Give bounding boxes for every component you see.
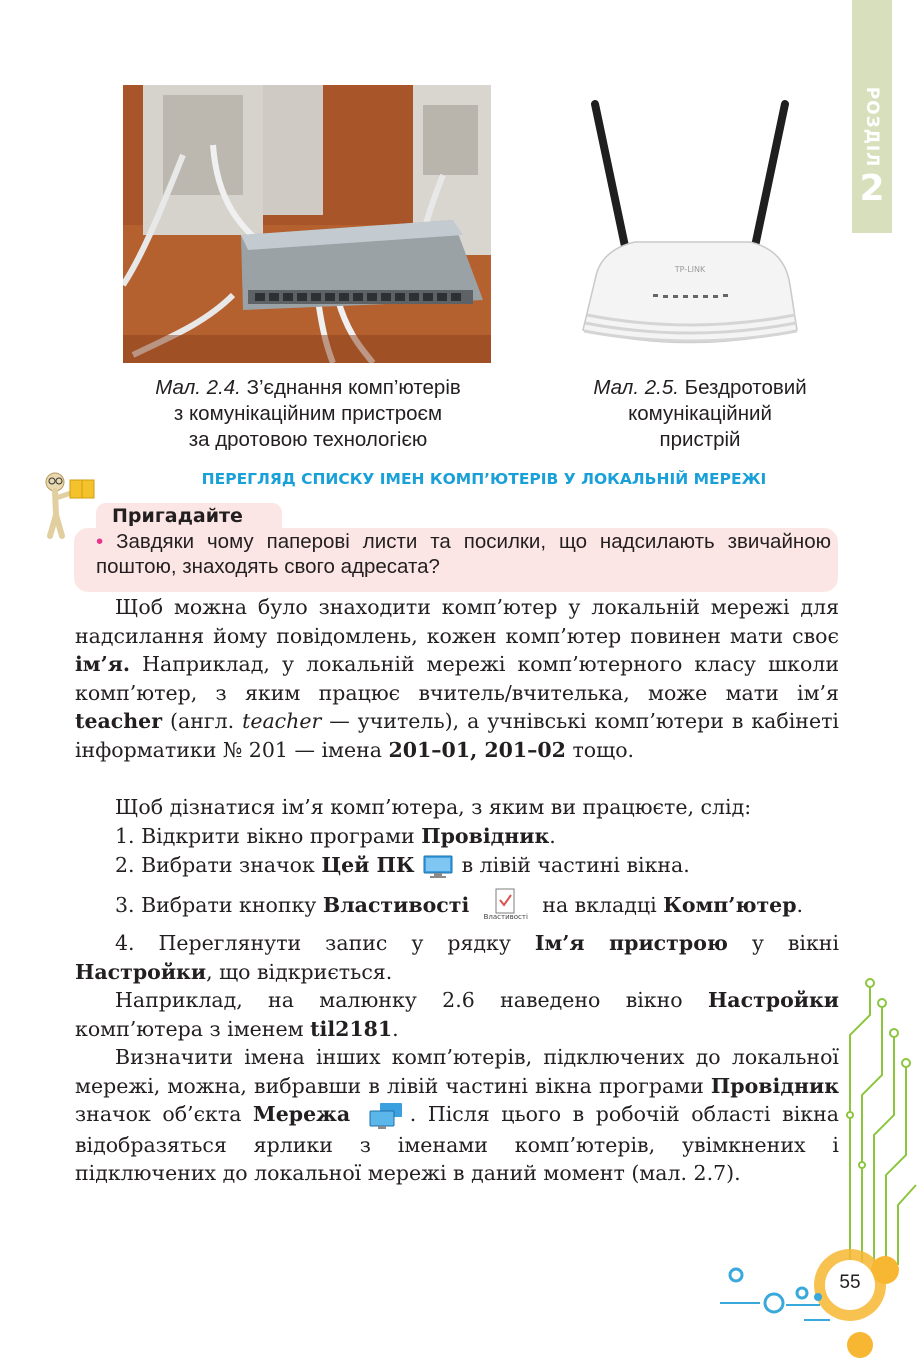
paragraph-example: Наприклад, на малюнку 2.6 наведено вікно Настройки комп’ютера з іменем til2181.: [75, 988, 839, 1041]
router-brand: TP-LINK: [674, 265, 706, 274]
paragraph-network: Визначити імена інших комп’ютерів, підключених до локальної мережі, можна, вибравши в лівій частині вікна програми Провідник значок об’єкта Мережа . Після цього в робочій області вікна відобразяться ярлики з іменами комп’ютерів, увімкнених і підключених до локальної мережі в даний момент (мал. 2.7).: [75, 1045, 839, 1186]
properties-button-label: Властивості: [483, 912, 528, 921]
figure-number: Мал. 2.4.: [155, 376, 241, 399]
circuit-decoration: [840, 975, 918, 1265]
properties-button: [480, 885, 532, 929]
chapter-number: 2: [859, 168, 885, 209]
paragraph-computer-name: Щоб можна було знаходити комп’ютер у локальній мережі для надсилання йому повідомлень, кожен комп’ютер повинен мати своє ім’я. Наприклад, у локальній мережі комп’ютерного класу школи комп’ютер, з яким працює вчитель/вчителька, може мати ім’я teacher (англ. teacher — учитель), а учнівські комп’ютери в кабінеті інформатики № 201 — імена 201–01, 201–02 тощо.: [75, 595, 839, 762]
step-2: 2. Вибрати значок Цей ПК в лівій частині вікна.: [75, 851, 879, 880]
switch-photo: [123, 85, 491, 363]
this-pc-icon: [421, 854, 455, 880]
reminder-title: Пригадайте: [112, 505, 243, 527]
section-heading: ПЕРЕГЛЯД СПИСКУ ІМЕН КОМП’ЮТЕРІВ У ЛОКАЛЬНІЙ МЕРЕЖІ: [201, 470, 767, 488]
step-4: 4. Переглянути запис у рядку Ім’я пристрою у вікні Настройки, що відкриється.: [75, 931, 839, 984]
figure-number: Мал. 2.5.: [593, 376, 679, 399]
svg-text:РОЗДІЛ: РОЗДІЛ: [862, 86, 882, 168]
step-3: 3. Вибрати кнопку Властивості Властивості на вкладці Комп’ютер.: [75, 883, 879, 929]
bullet-icon: •: [96, 530, 104, 553]
step-1: 1. Відкрити вікно програми Провідник.: [115, 824, 556, 848]
figure-caption-2-4: Мал. 2.4. З’єднання комп’ютерів з комунікаційним пристроєм за дротовою технологією: [155, 376, 461, 451]
gears-decoration: [700, 1235, 918, 1360]
router-photo: [575, 90, 805, 360]
figure-caption-2-5: Мал. 2.5. Бездротовий комунікаційний пристрій: [593, 376, 807, 451]
chapter-label: [858, 82, 886, 172]
reminder-question: • Завдяки чому паперові листи та посилки, що надсилають звичайною поштою, знаходять свого адресата?: [96, 530, 831, 578]
page-number: 55: [839, 1272, 861, 1293]
instructions-intro: Щоб дізнатися ім’я комп’ютера, з яким ви працюєте, слід:: [115, 795, 752, 819]
network-icon: [366, 1101, 406, 1131]
